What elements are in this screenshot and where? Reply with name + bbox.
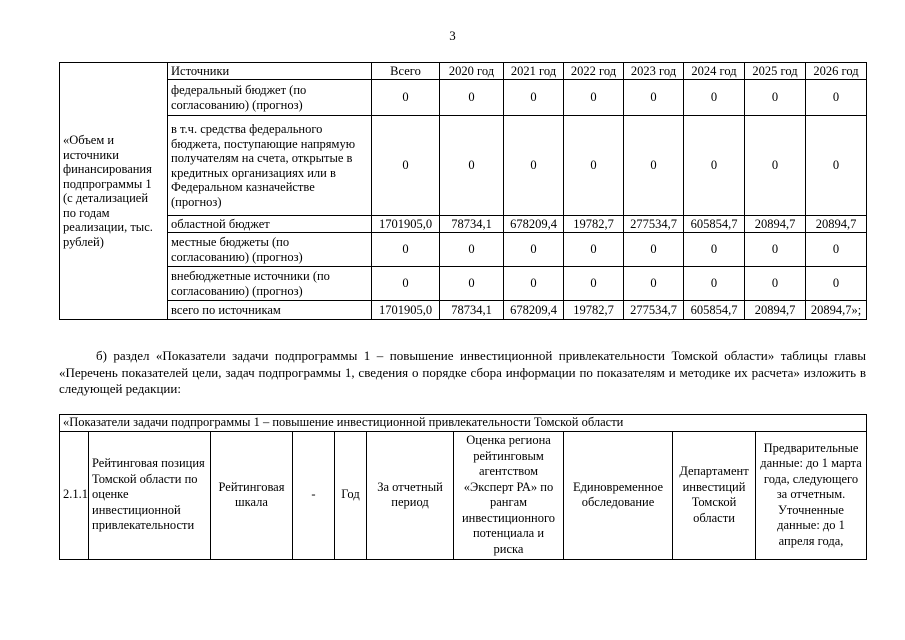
- amount-cell: 0: [372, 233, 440, 267]
- amount-cell: 0: [504, 116, 564, 216]
- amount-cell: 678209,4: [504, 301, 564, 320]
- amount-cell: 19782,7: [564, 216, 624, 233]
- amount-cell: 0: [624, 233, 684, 267]
- indicator-method: Оценка региона рейтинговым агентством «Эксперт РА» по рангам инвестиционного потенциала и риска: [454, 431, 564, 559]
- amount-cell: 277534,7: [624, 301, 684, 320]
- amount-cell: 0: [564, 116, 624, 216]
- indicator-period-type: Год: [335, 431, 367, 559]
- financing-table: [59, 62, 867, 320]
- amount-cell: 277534,7: [624, 216, 684, 233]
- amount-cell: 1701905,0: [372, 216, 440, 233]
- amount-cell: 0: [504, 233, 564, 267]
- instruction-paragraph: б) раздел «Показатели задачи подпрограммы 1 – повышение инвестиционной привлекательности Томской области» таблицы главы «Перечень показателей цели, задач подпрограммы 1, сведения о порядке сбора информации по показателям и методике их расчета» изложить в следующей редакции:: [59, 348, 866, 396]
- financing-label: «Объем и источники финансирования подпрограммы 1 (с детализацией по годам реализации, тыс. рублей): [60, 63, 168, 320]
- source-name: местные бюджеты (по согласованию) (прогноз): [168, 233, 372, 267]
- amount-cell: 0: [684, 80, 745, 116]
- header-column: 2026 год: [806, 63, 867, 80]
- indicator-number: 2.1.1: [60, 431, 89, 559]
- source-name: областной бюджет: [168, 216, 372, 233]
- amount-cell: 0: [806, 267, 867, 301]
- amount-cell: 0: [745, 116, 806, 216]
- indicator-timing: Предварительные данные: до 1 марта года, следующего за отчетным. Уточненные данные: до 1 апреля года,: [756, 431, 867, 559]
- amount-cell: 678209,4: [504, 216, 564, 233]
- page-number: 3: [449, 28, 456, 43]
- amount-cell: 78734,1: [440, 301, 504, 320]
- amount-cell: 0: [440, 116, 504, 216]
- amount-cell: 0: [745, 233, 806, 267]
- amount-cell: 0: [440, 233, 504, 267]
- amount-cell: 0: [806, 80, 867, 116]
- header-column: 2020 год: [440, 63, 504, 80]
- header-column: Всего: [372, 63, 440, 80]
- amount-cell: 0: [372, 80, 440, 116]
- source-name: федеральный бюджет (по согласованию) (прогноз): [168, 80, 372, 116]
- amount-cell: 0: [372, 116, 440, 216]
- amount-cell: 605854,7: [684, 301, 745, 320]
- amount-cell: 0: [564, 80, 624, 116]
- indicator-name: Рейтинговая позиция Томской области по оценке инвестиционной привлекательности: [89, 431, 211, 559]
- amount-cell: 0: [564, 233, 624, 267]
- indicator-period: За отчетный период: [367, 431, 454, 559]
- amount-cell: 0: [624, 80, 684, 116]
- amount-cell: 0: [624, 116, 684, 216]
- header-column: 2024 год: [684, 63, 745, 80]
- amount-cell: 0: [372, 267, 440, 301]
- amount-cell: 0: [745, 80, 806, 116]
- amount-cell: 0: [806, 233, 867, 267]
- amount-cell: 0: [684, 267, 745, 301]
- source-name: внебюджетные источники (по согласованию) (прогноз): [168, 267, 372, 301]
- amount-cell: 0: [806, 116, 867, 216]
- amount-cell: 0: [684, 116, 745, 216]
- indicator-responsible: Департамент инвестиций Томской области: [673, 431, 756, 559]
- amount-cell: 1701905,0: [372, 301, 440, 320]
- amount-cell: 0: [504, 80, 564, 116]
- amount-cell: 605854,7: [684, 216, 745, 233]
- indicator-unit: Рейтинговая шкала: [211, 431, 293, 559]
- source-name: в т.ч. средства федерального бюджета, поступающие напрямую получателям на счета, открытые в кредитных организациях или в Федеральном казначействе (прогноз): [168, 116, 372, 216]
- header-column: 2021 год: [504, 63, 564, 80]
- indicator-collection: Единовременное обследование: [564, 431, 673, 559]
- amount-cell: 0: [745, 267, 806, 301]
- amount-cell: 19782,7: [564, 301, 624, 320]
- indicator-dash: -: [293, 431, 335, 559]
- amount-cell: 20894,7: [806, 216, 867, 233]
- amount-cell: 0: [564, 267, 624, 301]
- amount-cell: 0: [440, 80, 504, 116]
- header-column: 2023 год: [624, 63, 684, 80]
- amount-cell: 0: [684, 233, 745, 267]
- amount-cell: 20894,7: [745, 301, 806, 320]
- amount-cell: 0: [624, 267, 684, 301]
- amount-cell: 20894,7: [745, 216, 806, 233]
- amount-cell: 20894,7»;: [806, 301, 867, 320]
- source-name: всего по источникам: [168, 301, 372, 320]
- header-column: 2025 год: [745, 63, 806, 80]
- amount-cell: 0: [504, 267, 564, 301]
- indicators-table: [59, 414, 867, 560]
- indicators-title: «Показатели задачи подпрограммы 1 – повышение инвестиционной привлекательности Томской области: [60, 415, 867, 432]
- amount-cell: 78734,1: [440, 216, 504, 233]
- amount-cell: 0: [440, 267, 504, 301]
- header-column: 2022 год: [564, 63, 624, 80]
- header-sources: Источники: [168, 63, 372, 80]
